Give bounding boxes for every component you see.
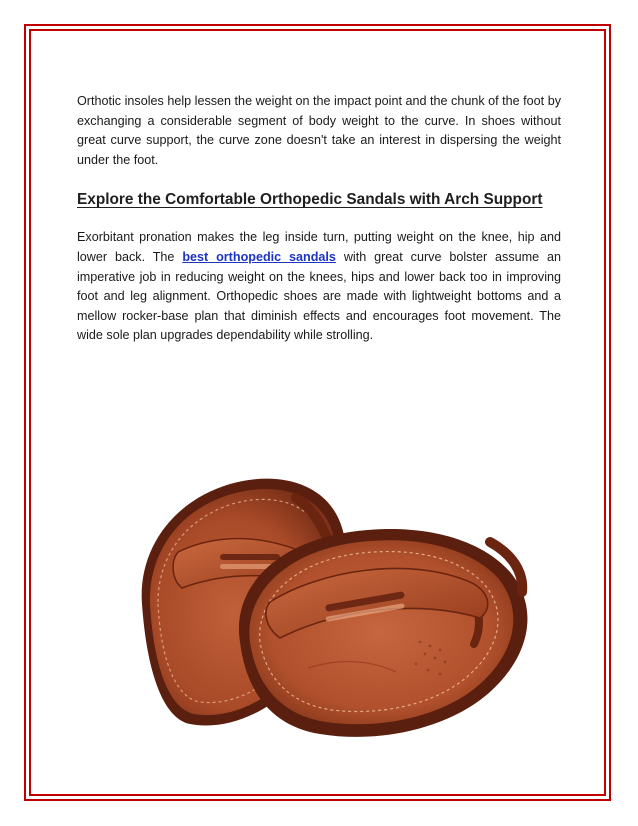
document-body (77, 92, 561, 346)
section-heading: Explore the Comfortable Orthopedic Sandals with Arch Support (77, 191, 543, 209)
sandals-photo (120, 432, 560, 742)
paragraph-pronation (77, 228, 561, 346)
best-orthopedic-sandals-link[interactable]: best orthopedic sandals (182, 249, 336, 264)
paragraph-text-after-link: with great curve bolster assume an imperative job in reducing weight on the knees, hips and lower back too in improving foot and leg alignment. Orthopedic shoes are made with lightweight bottoms and a mellow rocker-base plan that diminish effects and encourages foot movement. The wide sole plan upgrades dependability while strolling. (77, 249, 562, 343)
paragraph-text-before-link: Exorbitant pronation makes the leg inside turn, putting weight on the knee, hip and lower back. The (77, 230, 561, 264)
paragraph-intro: Orthotic insoles help lessen the weight on the impact point and the chunk of the foot by exchanging a considerable segment of body weight to the curve. In shoes without great curve support, the curve zone doesn't take an interest in dispersing the weight under the foot. (77, 94, 561, 167)
right-sandal (239, 529, 527, 737)
